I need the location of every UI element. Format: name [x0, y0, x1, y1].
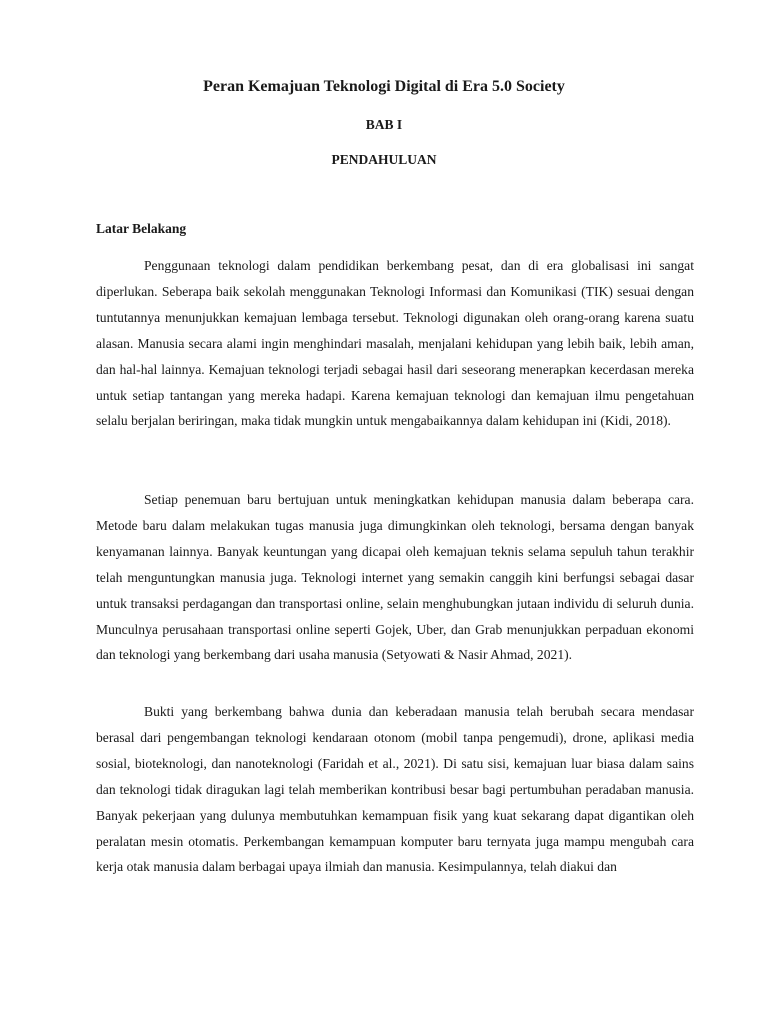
- body-paragraph: Penggunaan teknologi dalam pendidikan berkembang pesat, dan di era globalisasi ini sangat diperlukan. Seberapa baik sekolah menggunakan Teknologi Informasi dan Komunikasi (TIK) sesuai dengan tuntutannya menunjukkan kemajuan lembaga tersebut. Teknologi digunakan oleh orang-orang karena suatu alasan. Manusia secara alami ingin menghindari masalah, menjalani kehidupan yang lebih baik, lebih aman, dan hal-hal lainnya. Kemajuan teknologi terjadi sebagai hasil dari seseorang menerapkan kecerdasan mereka untuk setiap tantangan yang mereka hadapi. Karena kemajuan teknologi dan kemajuan ilmu pengetahuan selalu berjalan beriringan, maka tidak mungkin untuk mengabaikannya dalam kehidupan ini (Kidi, 2018).: [96, 258, 694, 429]
- section-heading: Latar Belakang: [96, 221, 187, 236]
- chapter-number: BAB I: [365, 117, 403, 132]
- body-paragraph: Bukti yang berkembang bahwa dunia dan keberadaan manusia telah berubah secara mendasar berasal dari pengembangan teknologi kendaraan otonom (mobil tanpa pengemudi), drone, aplikasi media sosial, bioteknologi, dan nanoteknologi (Faridah et al., 2021). Di satu sisi, kemajuan luar biasa dalam sains dan teknologi tidak diragukan lagi telah memberikan kontribusi besar bagi pertumbuhan peradaban manusia. Banyak pekerjaan yang dulunya membutuhkan kemampuan fisik yang kuat sekarang dapat digantikan oleh peralatan mesin otomatis. Perkembangan kemampuan komputer baru ternyata juga mampu mengubah cara kerja otak manusia dalam berbagai upaya ilmiah dan manusia. Kesimpulannya, telah diakui dan: [96, 704, 694, 875]
- body-paragraph: Setiap penemuan baru bertujuan untuk meningkatkan kehidupan manusia dalam beberapa cara. Metode baru dalam melakukan tugas manusia juga dimungkinkan oleh teknologi, bersama dengan banyak kenyamanan lainnya. Banyak keuntungan yang dicapai oleh kemajuan teknis selama sepuluh tahun terakhir telah menguntungkan manusia juga. Teknologi internet yang semakin canggih kini berfungsi sebagai dasar untuk transaksi perdagangan dan transportasi online, selain menghubungkan jutaan individu di seluruh dunia. Munculnya perusahaan transportasi online seperti Gojek, Uber, dan Grab menunjukkan perpaduan ekonomi dan teknologi yang berkembang dari usaha manusia (Setyowati & Nasir Ahmad, 2021).: [96, 492, 694, 663]
- document-title: Peran Kemajuan Teknologi Digital di Era 5.0 Society: [203, 78, 565, 95]
- chapter-title: PENDAHULUAN: [331, 152, 437, 167]
